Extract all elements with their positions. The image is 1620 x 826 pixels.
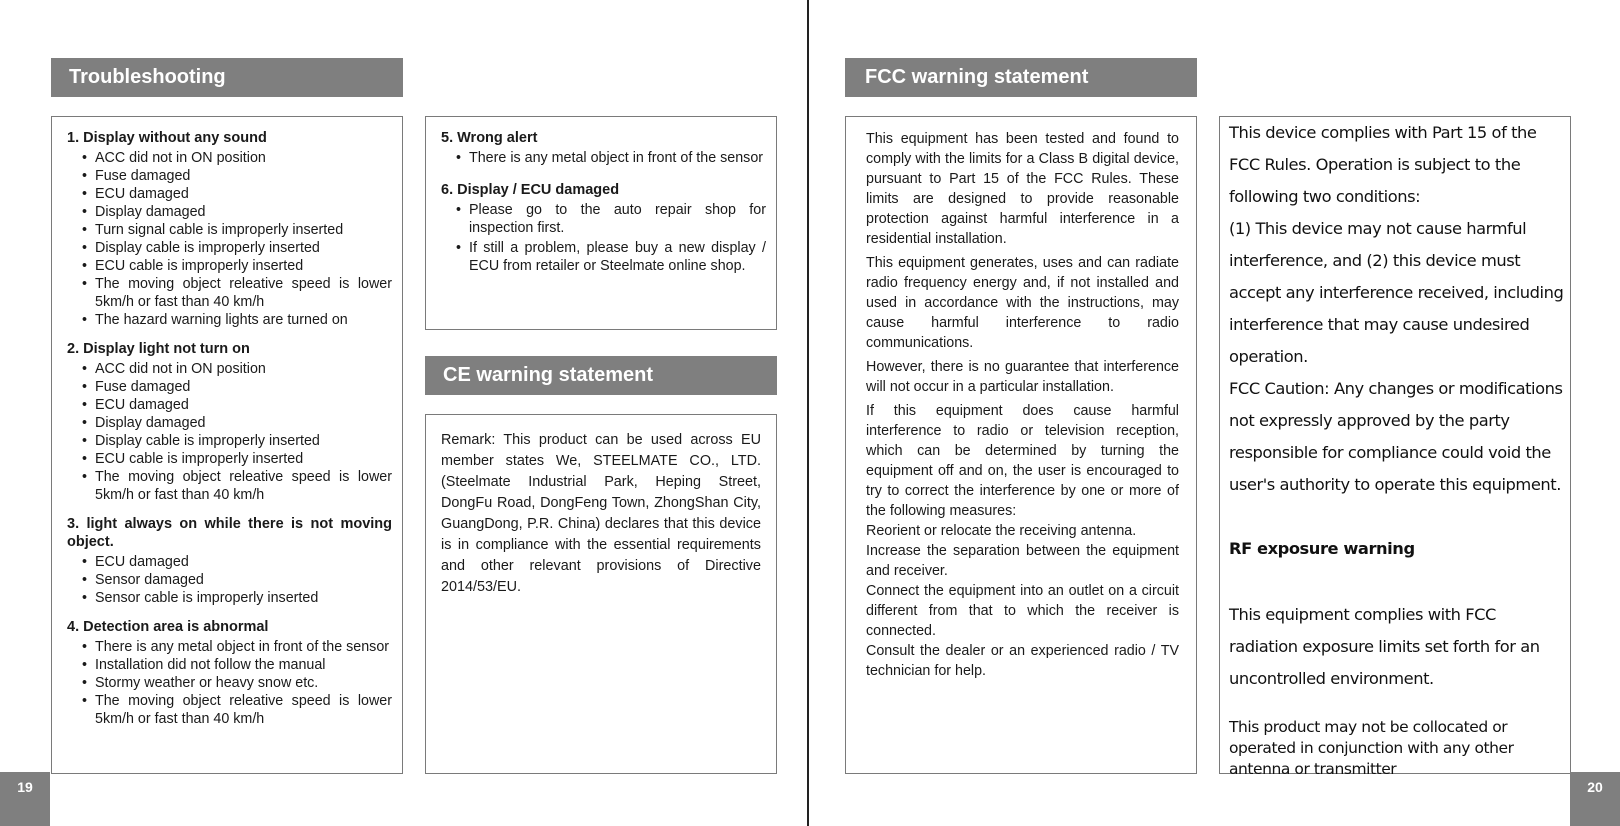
troubleshooting-header: Troubleshooting <box>51 58 403 97</box>
list-item: • Display cable is improperly inserted <box>67 432 392 450</box>
issue-1 <box>67 129 392 329</box>
list-item: • Display damaged <box>67 414 392 432</box>
fcc-paragraph: However, there is no guarantee that interference will not occur in a particular installation. <box>866 359 1179 395</box>
issue-title: 4. Detection area is abnormal <box>67 619 269 635</box>
list-item: • If still a problem, please buy a new display / ECU from retailer or Steelmate online shop. <box>441 239 766 275</box>
page-number-left: 19 <box>0 772 50 826</box>
issue-2 <box>67 340 392 504</box>
issue-title: 3. light always on while there is not moving object. <box>67 516 392 550</box>
issue-title: 6. Display / ECU damaged <box>441 182 620 198</box>
fcc-paragraph: Reorient or relocate the receiving antenna. <box>866 523 1137 539</box>
collocation-text: This product may not be collocated or operated in conjunction with any other antenna or transmitter <box>1229 718 1514 778</box>
fcc-compliance-box <box>1219 116 1571 778</box>
caution-text: FCC Caution: Any changes or modifications not expressly approved by the party responsible for compliance could void the user's authority to operate this equipment. <box>1229 379 1563 494</box>
fcc-text <box>866 129 1179 681</box>
ce-text: Remark: This product can be used across EU member states We, STEELMATE CO., LTD. (Steelmate Industrial Park, Heping Street, DongFu Road, DongFeng Town, ZhongShan City, GuangDong, P.R. China) declares that this device is in compliance with the essential requirements and other relevant provisions of Directive 2014/53/EU. <box>441 432 761 595</box>
fcc-paragraph: Consult the dealer or an experienced radio / TV technician for help. <box>866 643 1179 679</box>
left-page <box>0 0 809 826</box>
issue-3 <box>67 515 392 607</box>
list-item: • ACC did not in ON position <box>67 149 392 167</box>
list-item: • Stormy weather or heavy snow etc. <box>67 674 392 692</box>
list-item: • There is any metal object in front of the sensor <box>441 149 766 167</box>
fcc-paragraph: Connect the equipment into an outlet on a circuit different from that to which the receiver is connected. <box>866 583 1179 639</box>
fcc-box <box>845 116 1197 774</box>
rf-exposure-title: RF exposure warning <box>1229 539 1415 558</box>
issue-5 <box>441 129 766 167</box>
conditions-text: (1) This device may not cause harmful interference, and (2) this device must accept any interference received, including interference that may cause undesired operation. <box>1229 219 1564 366</box>
troubleshooting-box-1 <box>51 116 403 774</box>
troubleshooting-box-2 <box>425 116 777 330</box>
list-item: • ECU damaged <box>67 553 392 571</box>
fcc-header: FCC warning statement <box>845 58 1197 97</box>
list-item: • There is any metal object in front of the sensor <box>67 638 392 656</box>
list-item: • Installation did not follow the manual <box>67 656 392 674</box>
page-number-right: 20 <box>1570 772 1620 826</box>
list-item: • The moving object releative speed is lower 5km/h or fast than 40 km/h <box>67 468 392 504</box>
issue-title: 2. Display light not turn on <box>67 341 250 357</box>
list-item: • Fuse damaged <box>67 378 392 396</box>
right-page <box>811 0 1620 826</box>
list-item: • ECU cable is improperly inserted <box>67 257 392 275</box>
list-item: • ACC did not in ON position <box>67 360 392 378</box>
list-item: • The moving object releative speed is lower 5km/h or fast than 40 km/h <box>67 275 392 311</box>
list-item: • ECU damaged <box>67 396 392 414</box>
list-item: • Sensor damaged <box>67 571 392 589</box>
issue-6 <box>441 181 766 275</box>
fcc-paragraph: If this equipment does cause harmful interference to radio or television reception, which can be determined by turning the equipment off and on, the user is encouraged to try to correct the interference by one or more of the following measures: <box>866 403 1179 519</box>
list-item: • Display damaged <box>67 203 392 221</box>
fcc-paragraph: Increase the separation between the equipment and receiver. <box>866 543 1179 579</box>
compliance-text: This device complies with Part 15 of the FCC Rules. Operation is subject to the following two conditions: <box>1229 123 1537 206</box>
list-item: • The hazard warning lights are turned on <box>67 311 392 329</box>
ce-box <box>425 414 777 774</box>
fcc-paragraph: This equipment generates, uses and can radiate radio frequency energy and, if not installed and used in accordance with the instructions, may cause harmful interference to radio communications. <box>866 255 1179 351</box>
list-item: • ECU cable is improperly inserted <box>67 450 392 468</box>
fcc-paragraph: This equipment has been tested and found to comply with the limits for a Class B digital device, pursuant to Part 15 of the FCC Rules. These limits are designed to provide reasonable protection against harmful interference in a residential installation. <box>866 131 1179 247</box>
ce-header: CE warning statement <box>425 356 777 395</box>
issue-title: 5. Wrong alert <box>441 130 538 146</box>
list-item: • Fuse damaged <box>67 167 392 185</box>
list-item: • Turn signal cable is improperly inserted <box>67 221 392 239</box>
list-item: • ECU damaged <box>67 185 392 203</box>
list-item: • Sensor cable is improperly inserted <box>67 589 392 607</box>
list-item: • Please go to the auto repair shop for inspection first. <box>441 201 766 237</box>
list-item: • Display cable is improperly inserted <box>67 239 392 257</box>
rf-exposure-text: This equipment complies with FCC radiation exposure limits set forth for an uncontrolled environment. <box>1229 605 1540 688</box>
issue-4 <box>67 618 392 728</box>
list-item: • The moving object releative speed is lower 5km/h or fast than 40 km/h <box>67 692 392 728</box>
issue-title: 1. Display without any sound <box>67 130 267 146</box>
